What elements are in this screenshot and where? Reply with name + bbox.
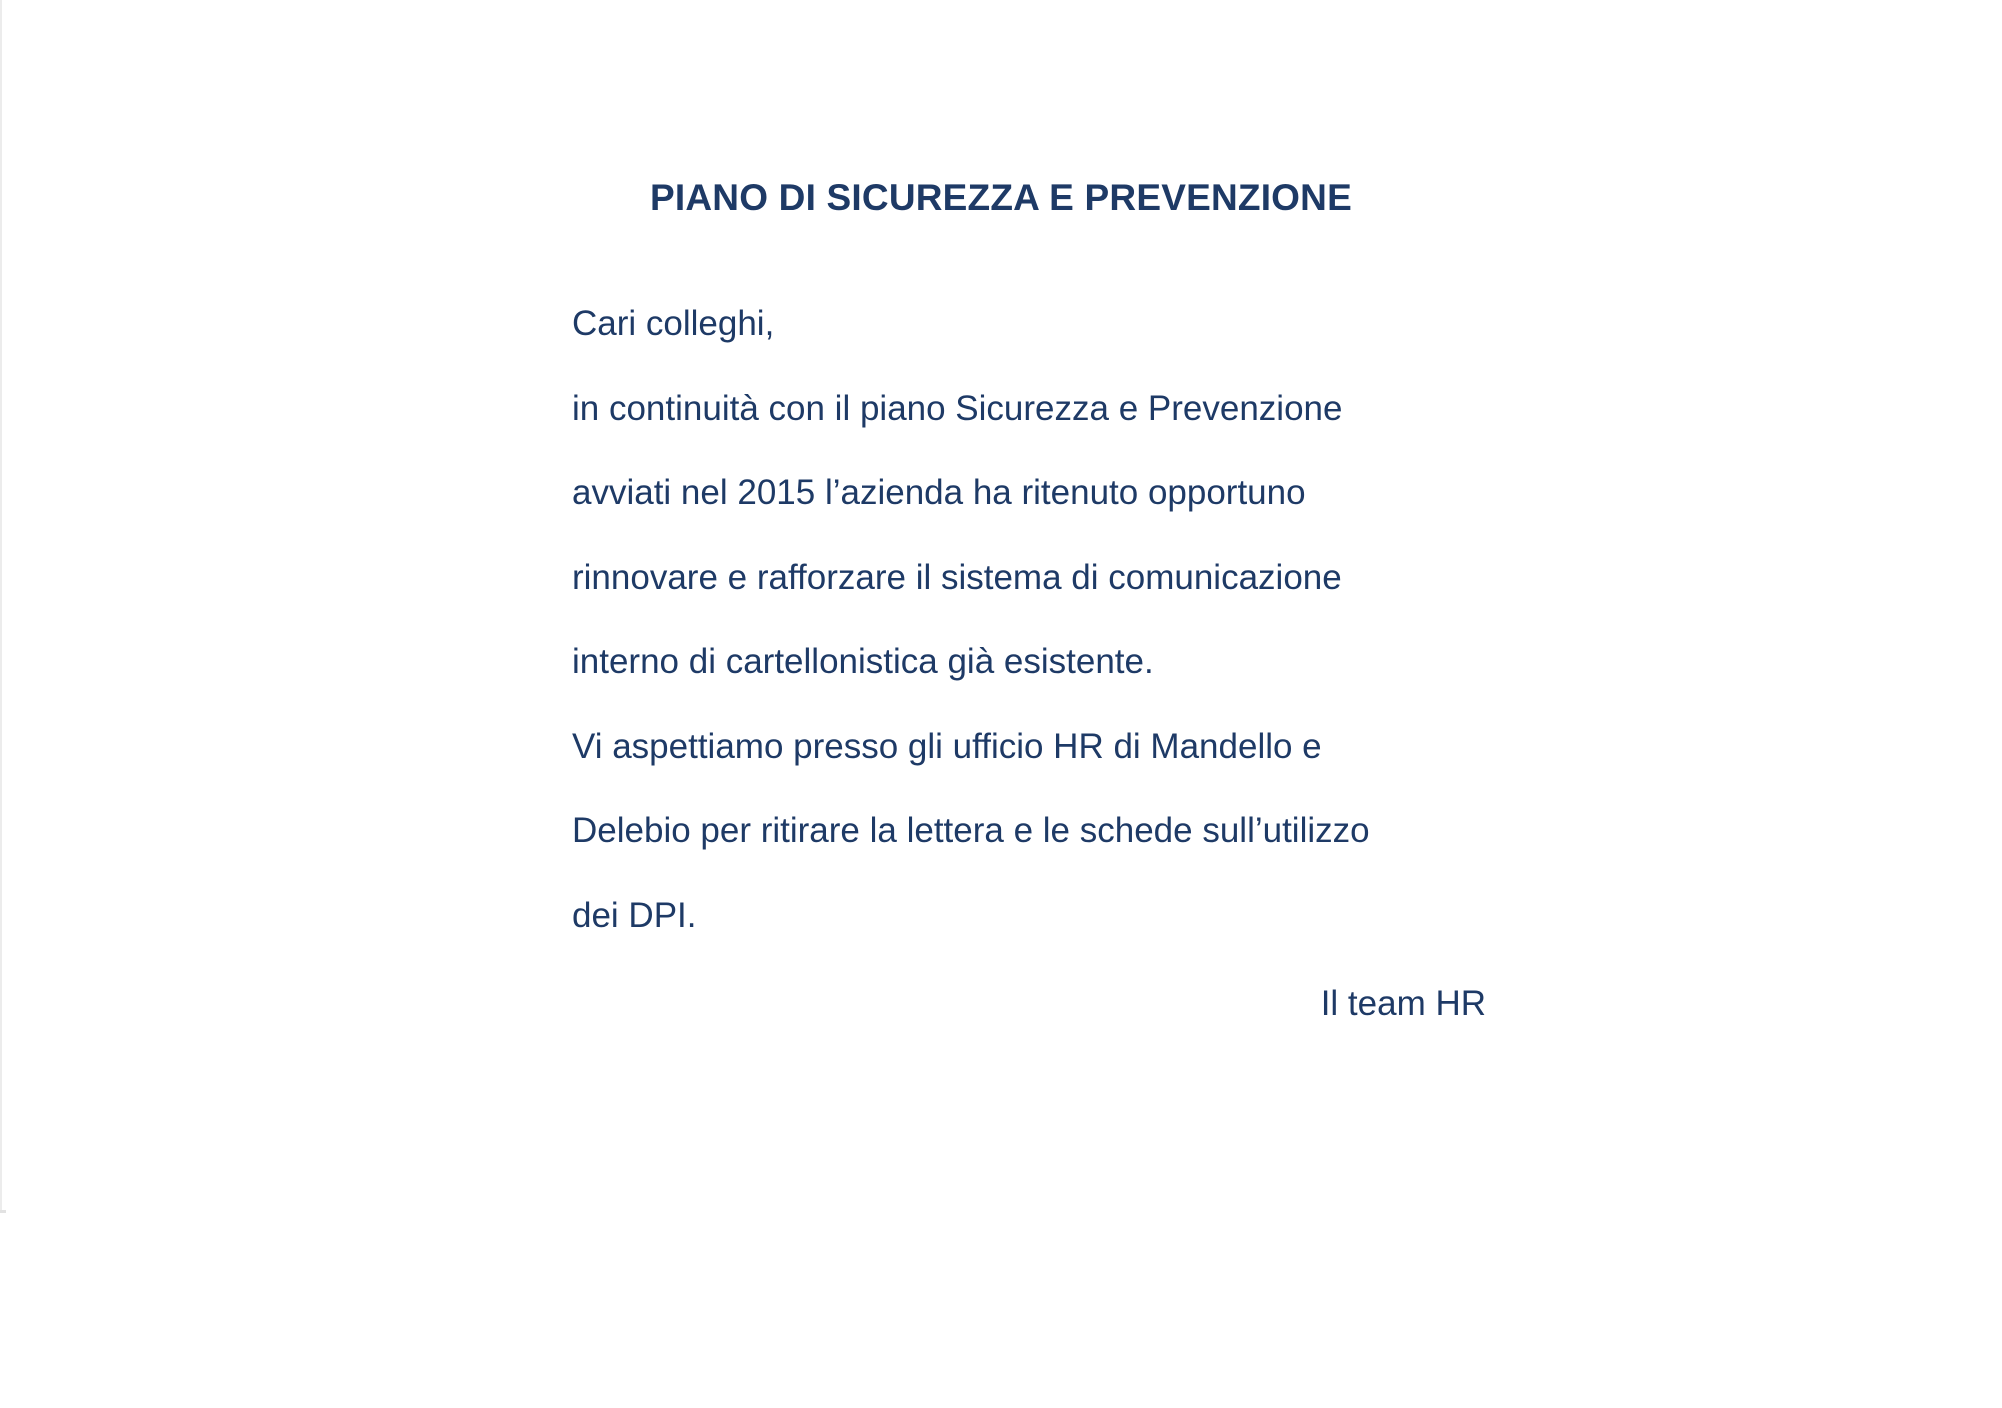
letter-body xyxy=(572,302,1472,978)
body-line-1: in continuità con il piano Sicurezza e Prevenzione xyxy=(572,388,1343,428)
body-line-3: rinnovare e rafforzare il sistema di comunicazione xyxy=(572,557,1342,597)
document-title: PIANO DI SICUREZZA E PREVENZIONE xyxy=(650,177,1352,218)
signature: Il team HR xyxy=(1320,984,1486,1023)
greeting-line: Cari colleghi, xyxy=(572,304,775,343)
body-line-4: interno di cartellonistica già esistente. xyxy=(572,642,1154,681)
body-line-7: dei DPI. xyxy=(572,895,697,935)
body-line-2: avviati nel 2015 l’azienda ha ritenuto opportuno xyxy=(572,473,1306,512)
body-line-5: Vi aspettiamo presso gli ufficio HR di Mandello e xyxy=(572,726,1322,766)
body-line-6: Delebio per ritirare la lettera e le schede sull’utilizzo xyxy=(572,811,1370,850)
page-edge-mark xyxy=(0,1210,6,1213)
